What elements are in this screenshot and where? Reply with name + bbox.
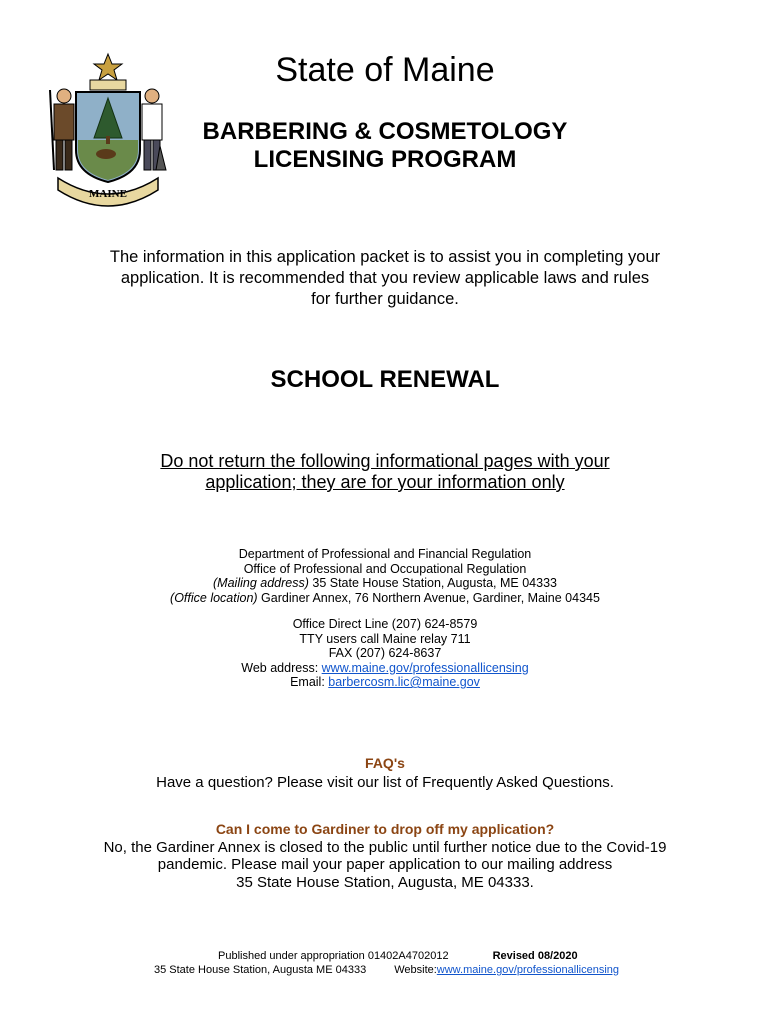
- footer-row2: [130, 963, 650, 977]
- state-title: State of Maine: [275, 51, 495, 89]
- faq-block: [60, 754, 710, 792]
- faq-heading: FAQ's: [365, 755, 405, 771]
- footer-row1: [130, 949, 650, 963]
- intro-line2: application. It is recommended that you review applicable laws and rules: [120, 269, 650, 287]
- location-label: (Office location): [170, 590, 258, 605]
- form-title: SCHOOL RENEWAL: [270, 366, 500, 393]
- tty-line: TTY users call Maine relay 711: [299, 631, 471, 646]
- program-title-line2: LICENSING PROGRAM: [253, 146, 517, 173]
- department-name: Department of Professional and Financial Regulation: [238, 547, 532, 561]
- footer: [130, 949, 650, 977]
- footer-website-label: Website:: [394, 964, 437, 976]
- faq-answer-line1: No, the Gardiner Annex is closed to the public until further notice due to the Covid-19: [103, 838, 667, 856]
- faq-question: Can I come to Gardiner to drop off my application?: [215, 821, 555, 837]
- program-title: [150, 118, 620, 174]
- mailing-label: (Mailing address): [213, 576, 309, 590]
- notice: [100, 451, 670, 493]
- intro-paragraph: [60, 247, 710, 310]
- published-note: Published under appropriation 01402A4702012: [218, 950, 449, 962]
- svg-text:MAINE: MAINE: [89, 188, 127, 200]
- faq-question-block: [60, 821, 710, 891]
- notice-line1: Do not return the following informational pages with your: [160, 451, 610, 471]
- intro-line1: The information in this application packet is to assist you in completing your: [109, 248, 661, 266]
- contact-block: [60, 547, 710, 690]
- mailing-value: 35 State House Station, Augusta, ME 04333: [308, 576, 557, 590]
- faq-answer-line2: pandemic. Please mail your paper application to our mailing address: [157, 856, 613, 873]
- program-title-line1: BARBERING & COSMETOLOGY: [202, 118, 568, 145]
- intro-line3: for further guidance.: [311, 290, 459, 308]
- office-phone: Office Direct Line (207) 624-8579: [292, 617, 478, 631]
- web-address: [60, 661, 710, 676]
- footer-website-link[interactable]: www.maine.gov/professionallicensing: [436, 964, 620, 976]
- location-value: Gardiner Annex, 76 Northern Avenue, Gardiner, Maine 04345: [257, 590, 600, 605]
- faq-text: Have a question? Please visit our list of Frequently Asked Questions.: [156, 774, 614, 791]
- email-link[interactable]: barbercosm.lic@maine.gov: [328, 675, 480, 689]
- email-label: Email:: [290, 675, 329, 689]
- mailing-address: [60, 576, 710, 591]
- faq-answer-line3: 35 State House Station, Augusta, ME 04333.: [236, 873, 534, 891]
- web-link[interactable]: www.maine.gov/professionallicensing: [321, 660, 529, 675]
- fax-line: FAX (207) 624-8637: [328, 646, 442, 660]
- footer-address: 35 State House Station, Augusta ME 04333: [154, 964, 367, 976]
- email-address: [60, 675, 710, 690]
- web-label: Web address:: [241, 660, 322, 675]
- revised-date: Revised 08/2020: [492, 950, 578, 962]
- office-name: Office of Professional and Occupational Regulation: [243, 561, 527, 576]
- notice-line2: application; they are for your information only: [205, 472, 565, 492]
- office-location: [60, 591, 710, 606]
